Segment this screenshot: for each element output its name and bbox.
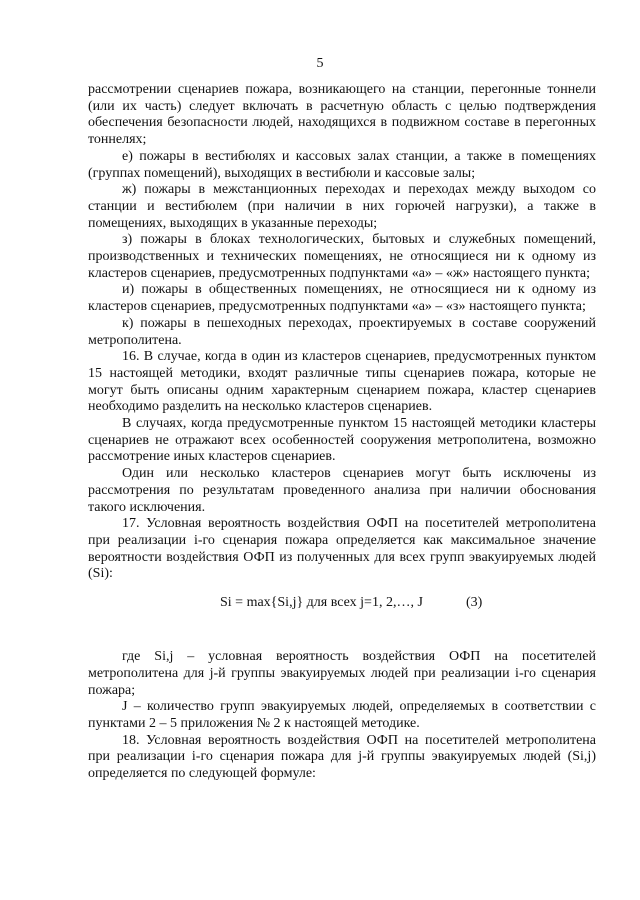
paragraph-17: 17. Условная вероятность воздействия ОФП на посетителей метрополитена при реализации i-го сценария пожара определяется как максимальное значение вероятности воздействия ОФП из полученных для всех групп эвакуируемых людей (Si): <box>88 516 596 582</box>
formula-3 <box>88 583 596 631</box>
list-item-zh: ж) пожары в межстанционных переходах и переходах между выходом со станции и вестибюлем (при наличии в них горючей нагрузки), а также в помещениях, выходящих в указанные переходы; <box>88 182 596 231</box>
formula-number: (3) <box>466 595 483 611</box>
document-body <box>88 82 596 783</box>
formula-expression: Si = max{Si,j} для всех j=1, 2,…, J <box>220 595 423 611</box>
page-number: 5 <box>316 56 324 71</box>
list-item-z: з) пожары в блоках технологических, бытовых и служебных помещений, производственных и технических помещениях, не относящиеся ни к одному из кластеров сценариев, предусмотренных подпунктами «а» – «ж» настоящего пункта; <box>88 232 596 281</box>
formula-definition-j: J – количество групп эвакуируемых людей, определяемых в соответствии с пунктами 2 – 5 приложения № 2 к настоящей методике. <box>88 699 596 731</box>
paragraph-16-exclusion: Один или несколько кластеров сценариев могут быть исключены из рассмотрения по результатам проведенного анализа при наличии обоснования такого исключения. <box>88 466 596 515</box>
paragraph-16-other-clusters: В случаях, когда предусмотренные пунктом 15 настоящей методики кластеры сценариев не отражают всех особенностей сооружения метрополитена, возможно рассмотрение иных кластеров сценариев. <box>88 416 596 465</box>
list-item-e: е) пожары в вестибюлях и кассовых залах станции, а также в помещениях (группах помещений), выходящих в вестибюли и кассовые залы; <box>88 148 596 181</box>
list-item-i: и) пожары в общественных помещениях, не относящиеся ни к одному из кластеров сценариев, предусмотренных подпунктами «а» – «з» настоящего пункта; <box>88 282 596 315</box>
paragraph-continuation: рассмотрении сценариев пожара, возникающего на станции, перегонные тоннели (или их часть) следует включать в расчетную область с целью подтверждения обеспечения безопасности людей, находящихся в подвижном составе в перегонных тоннелях; <box>88 82 596 148</box>
list-item-k: к) пожары в пешеходных переходах, проектируемых в составе сооружений метрополитена. <box>88 315 596 348</box>
paragraph-18: 18. Условная вероятность воздействия ОФП на посетителей метрополитена при реализации i-го сценария пожара для j-й группы эвакуируемых людей (Si,j) определяется по следующей формуле: <box>88 732 596 782</box>
paragraph-16: 16. В случае, когда в один из кластеров сценариев, предусмотренных пунктом 15 настоящей методики, входят различные типы сценариев пожара, которые не могут быть описаны одним характерным сценарием пожара, кластер сценариев необходимо разделить на несколько кластеров сценариев. <box>88 349 596 415</box>
formula-definition-sij: где Si,j – условная вероятность воздействия ОФП на посетителей метрополитена для j-й группы эвакуируемых людей при реализации i-го сценария пожара; <box>88 649 596 698</box>
